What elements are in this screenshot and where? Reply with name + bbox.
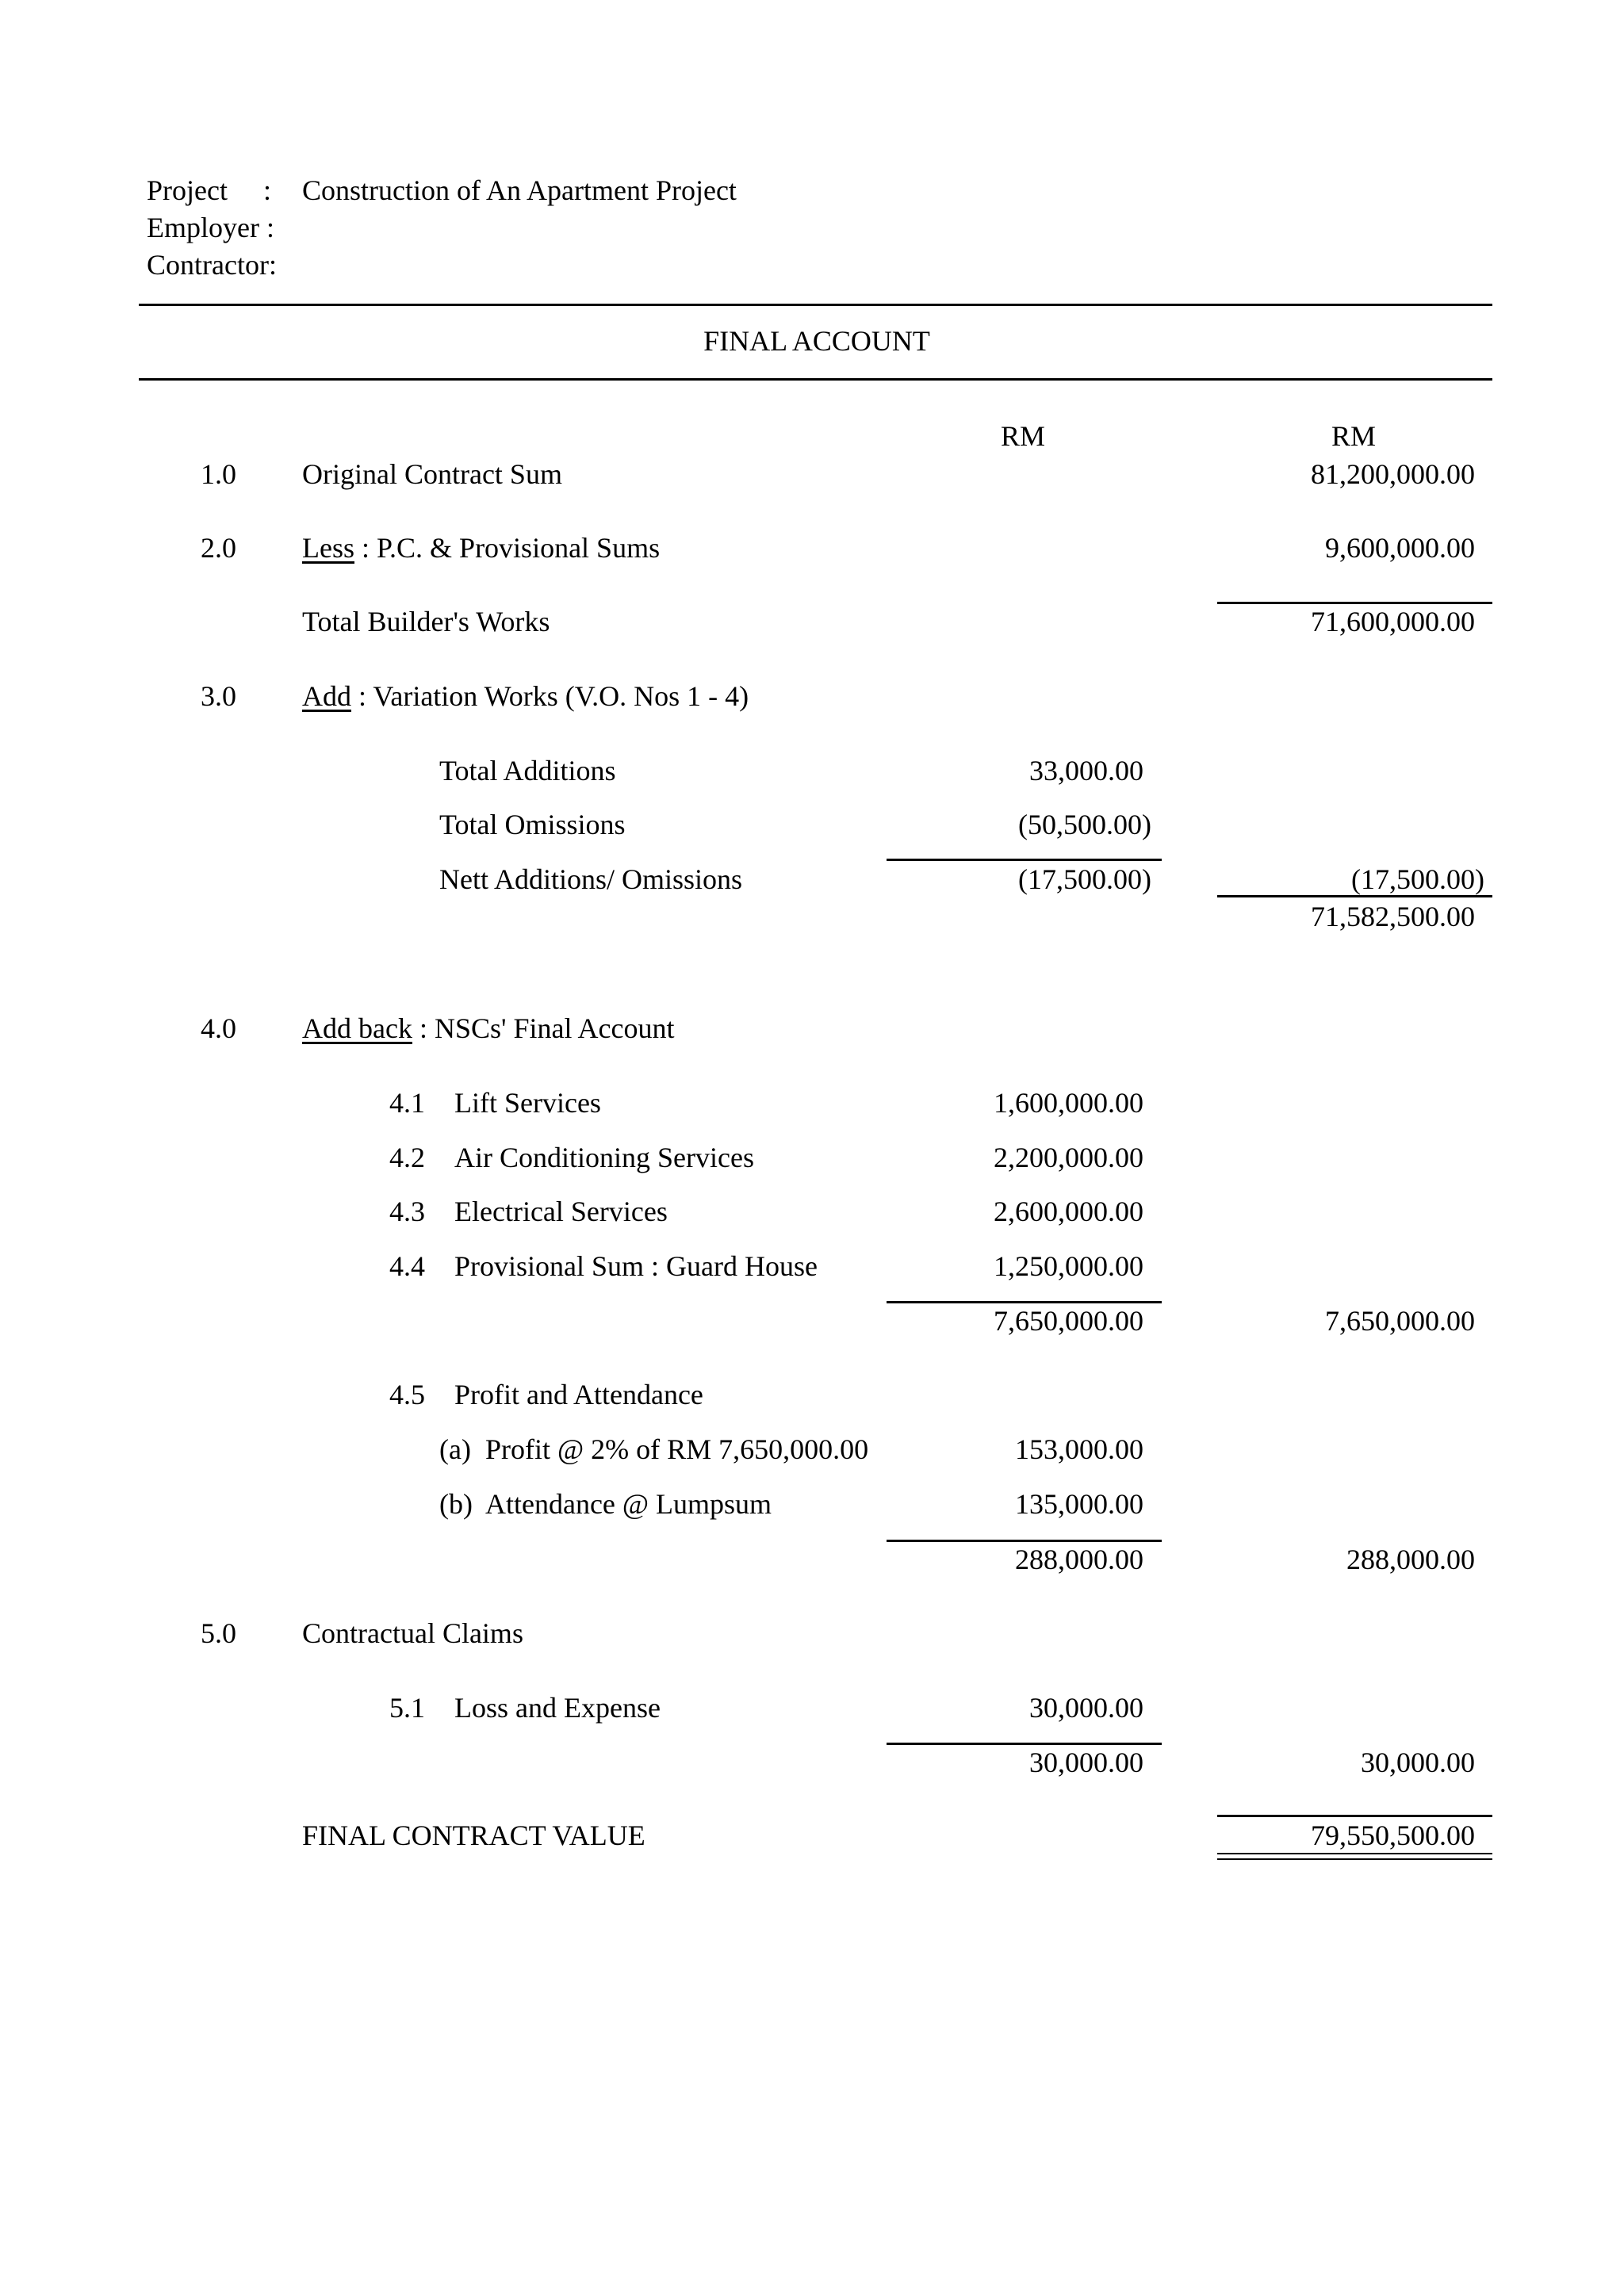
double-rule-bottom	[1217, 1858, 1492, 1860]
title-top-rule	[139, 304, 1492, 306]
rule	[887, 859, 1162, 861]
document-title: FINAL ACCOUNT	[703, 325, 930, 357]
item-label: Air Conditioning Services	[454, 1142, 754, 1173]
rule	[887, 1540, 1162, 1542]
amount-claims-total: 30,000.00	[1361, 1747, 1475, 1778]
section-number: 1.0	[201, 458, 236, 490]
total-additions-label: Total Additions	[439, 755, 616, 786]
total-omissions-label: Total Omissions	[439, 809, 626, 840]
section-prefix: Less	[302, 532, 354, 564]
employer-label: Employer :	[147, 212, 274, 243]
item-label: Provisional Sum : Guard House	[454, 1250, 818, 1282]
amount-nett-col2: (17,500.00)	[1351, 863, 1484, 895]
amount-profit-subtotal: 288,000.00	[1015, 1544, 1143, 1575]
profit-b-label: (b) Attendance @ Lumpsum	[439, 1488, 772, 1520]
amount-final-contract-value: 79,550,500.00	[1311, 1820, 1475, 1851]
project-value: Construction of An Apartment Project	[302, 174, 737, 206]
section-number: 4.0	[201, 1012, 236, 1044]
section-prefix: Add	[302, 680, 351, 712]
amount-nsc-subtotal: 7,650,000.00	[994, 1305, 1143, 1337]
title-bottom-rule	[139, 378, 1492, 381]
rule	[887, 1301, 1162, 1303]
item-amount: 2,200,000.00	[994, 1142, 1143, 1173]
item-amount: 1,600,000.00	[994, 1087, 1143, 1119]
amount-builders-works: 71,600,000.00	[1311, 606, 1475, 637]
item-number: 4.5	[389, 1379, 425, 1410]
item-number: 4.4	[389, 1250, 425, 1282]
amount-loss-expense: 30,000.00	[1029, 1692, 1143, 1724]
item-number: 4.1	[389, 1087, 425, 1119]
section-label: Add back : NSCs' Final Account	[302, 1012, 675, 1044]
rule	[887, 1743, 1162, 1745]
item-number: 4.3	[389, 1196, 425, 1227]
section-label: Add : Variation Works (V.O. Nos 1 - 4)	[302, 680, 749, 712]
amount-nett-col1: (17,500.00)	[1018, 863, 1151, 895]
double-rule-top	[1217, 1853, 1492, 1854]
amount-subtotal-after-variations: 71,582,500.00	[1311, 901, 1475, 932]
section-prefix: Add back	[302, 1012, 412, 1044]
amount-nsc-total: 7,650,000.00	[1325, 1305, 1475, 1337]
item-label: Loss and Expense	[454, 1692, 661, 1724]
amount-original-contract-sum: 81,200,000.00	[1311, 458, 1475, 490]
item-number: 4.2	[389, 1142, 425, 1173]
currency-header-col1: RM	[1001, 420, 1046, 452]
amount-total-additions: 33,000.00	[1029, 755, 1143, 786]
item-label: Profit and Attendance	[454, 1379, 703, 1410]
amount-profit-b: 135,000.00	[1015, 1488, 1143, 1520]
section-label: Less : P.C. & Provisional Sums	[302, 532, 661, 564]
contractor-label: Contractor:	[147, 249, 277, 281]
amount-claims-subtotal: 30,000.00	[1029, 1747, 1143, 1778]
item-amount: 2,600,000.00	[994, 1196, 1143, 1227]
amount-profit-total: 288,000.00	[1346, 1544, 1475, 1575]
amount-profit-a: 153,000.00	[1015, 1433, 1143, 1465]
amount-pc-provisional-sums: 9,600,000.00	[1325, 532, 1475, 564]
section-label: Original Contract Sum	[302, 458, 562, 490]
builders-works-label: Total Builder's Works	[302, 606, 550, 637]
project-separator: :	[263, 174, 272, 206]
final-contract-value-label: FINAL CONTRACT VALUE	[302, 1820, 645, 1851]
section-number: 5.0	[201, 1617, 236, 1649]
item-label: Electrical Services	[454, 1196, 668, 1227]
nett-label: Nett Additions/ Omissions	[439, 863, 743, 895]
profit-a-label: (a) Profit @ 2% of RM 7,650,000.00	[439, 1433, 869, 1465]
item-number: 5.1	[389, 1692, 425, 1724]
rule	[1217, 602, 1492, 604]
rule	[1217, 1815, 1492, 1817]
item-label: Lift Services	[454, 1087, 601, 1119]
rule	[1217, 895, 1492, 897]
section-number: 2.0	[201, 532, 236, 564]
section-number: 3.0	[201, 680, 236, 712]
project-label: Project	[147, 174, 228, 206]
amount-total-omissions: (50,500.00)	[1018, 809, 1151, 840]
currency-header-col2: RM	[1331, 420, 1377, 452]
section-label: Contractual Claims	[302, 1617, 523, 1649]
item-amount: 1,250,000.00	[994, 1250, 1143, 1282]
